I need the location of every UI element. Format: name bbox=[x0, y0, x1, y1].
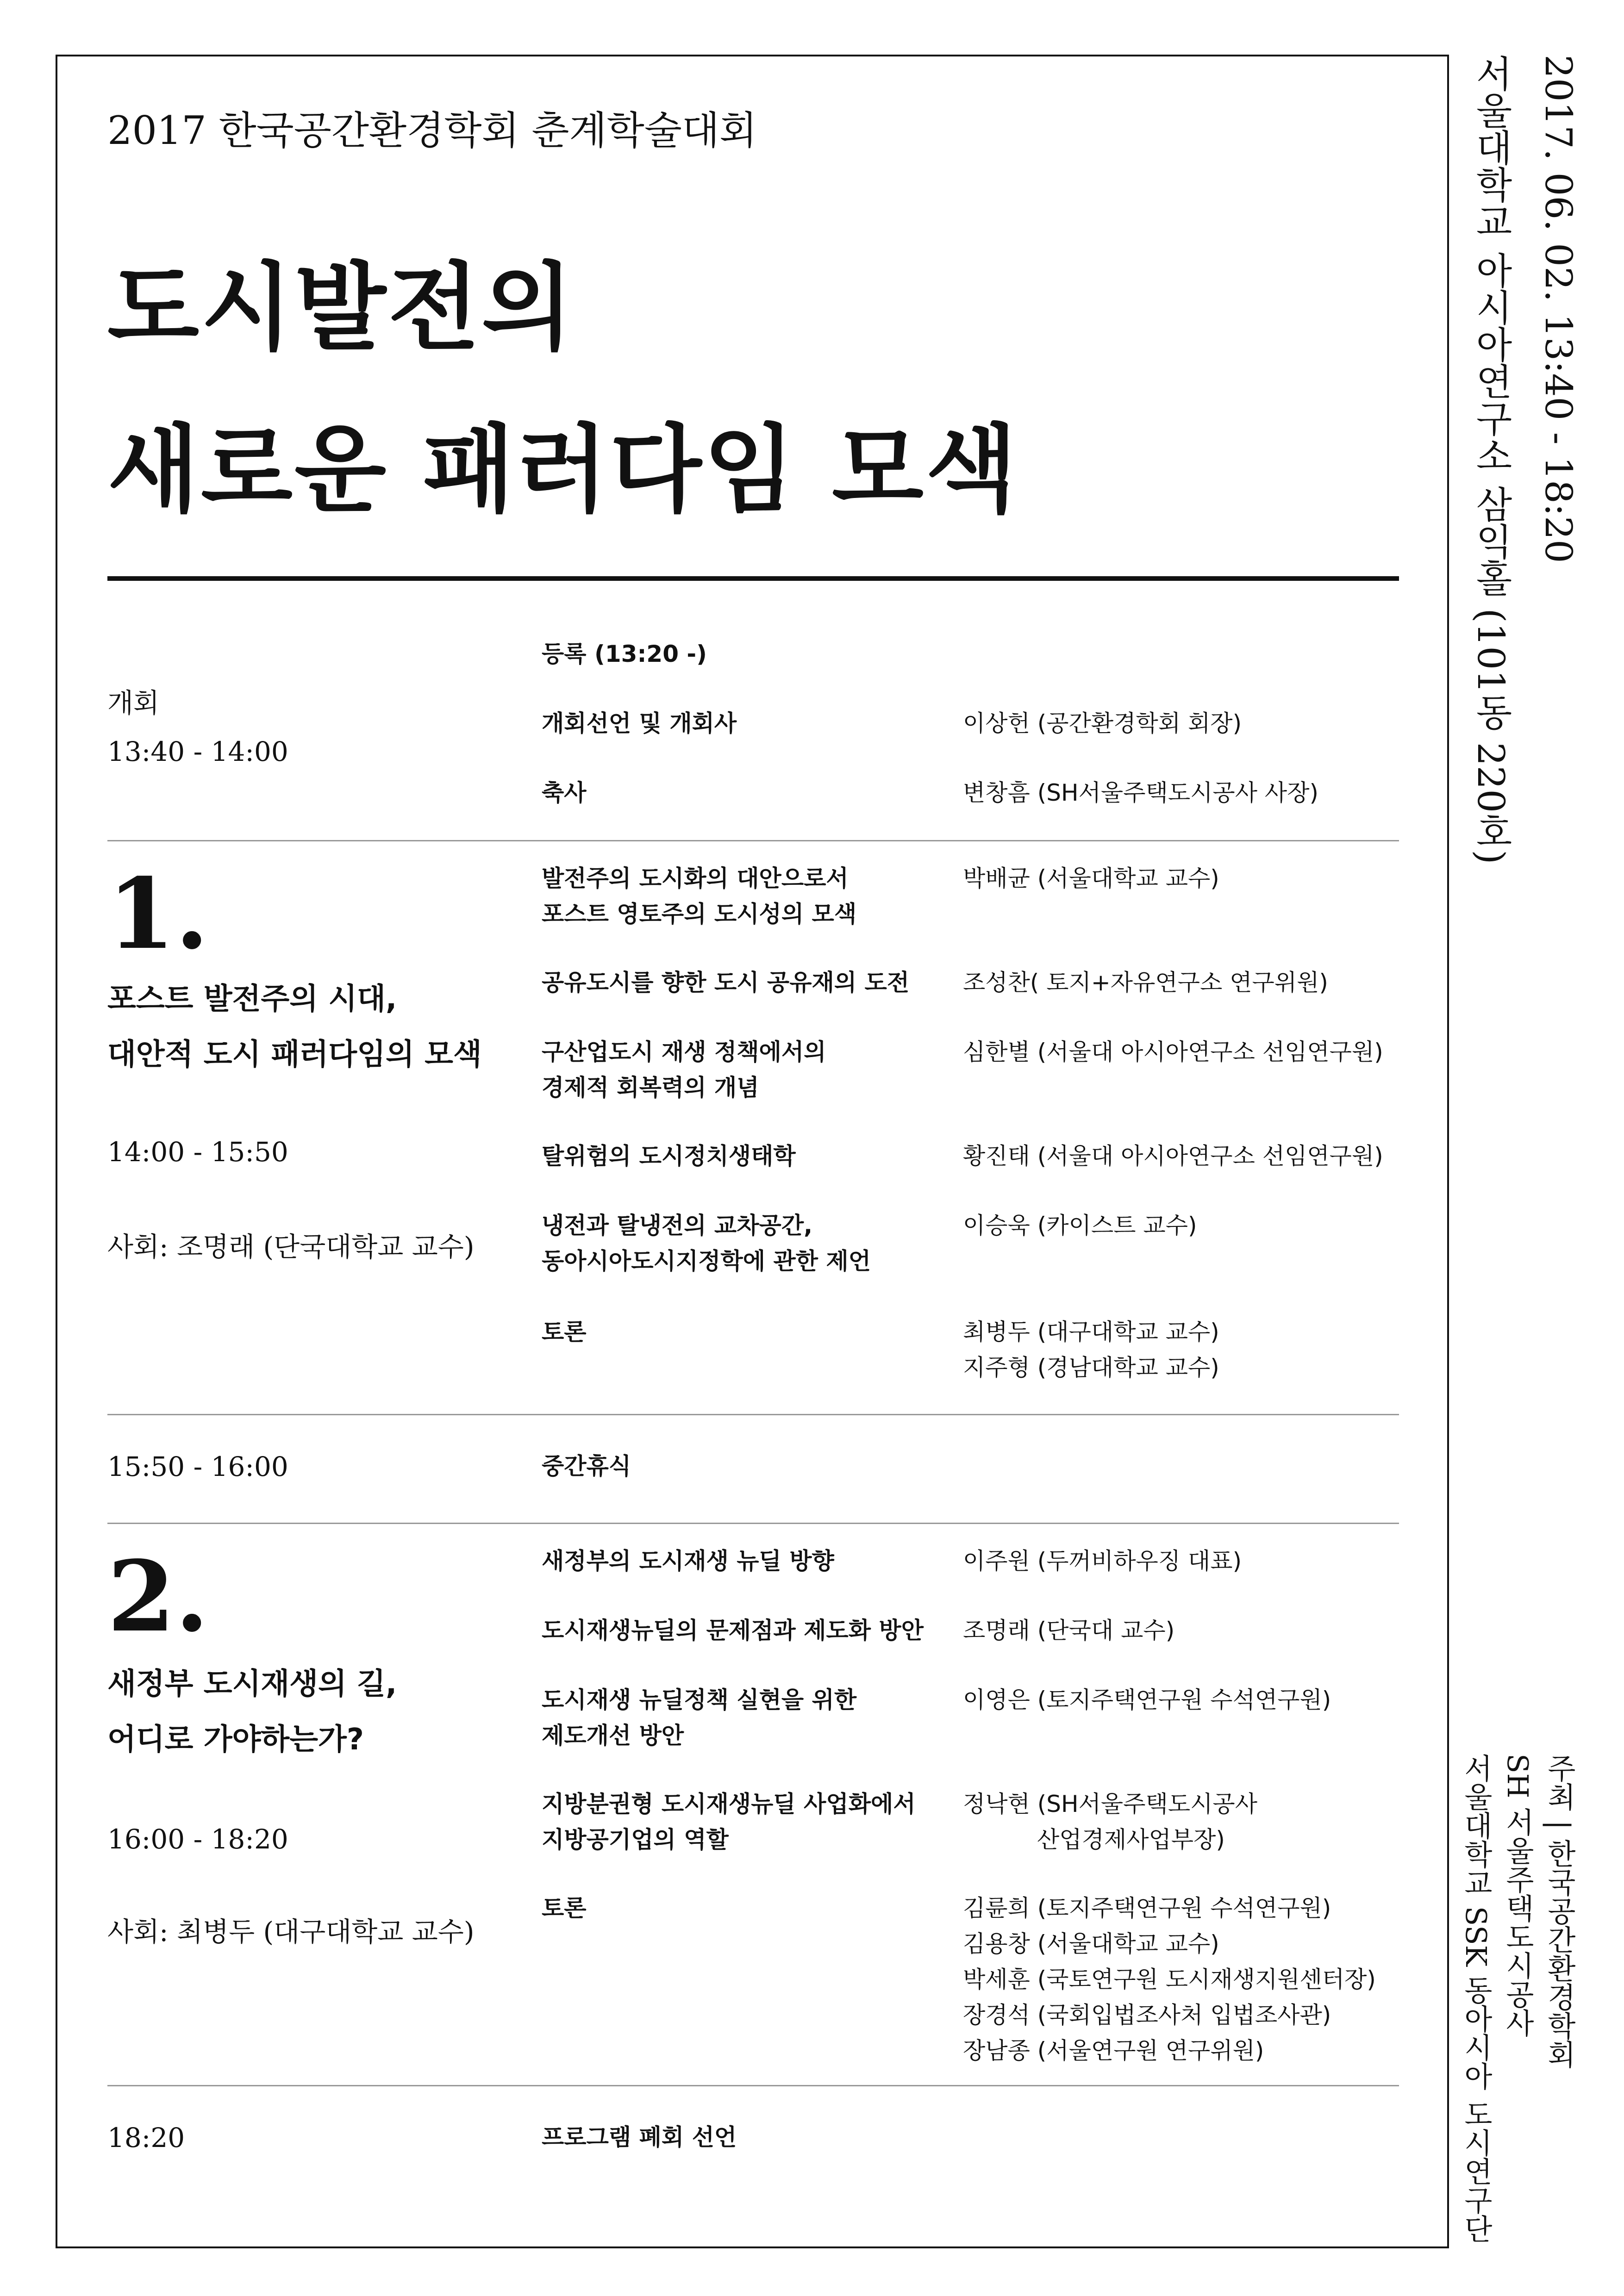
title-line-1: 도시발전의 bbox=[107, 253, 575, 363]
talk-title: 지방분권형 도시재생뉴딜 사업화에서 지방공기업의 역할 bbox=[542, 1791, 916, 1853]
session-number: 2. bbox=[107, 1539, 209, 1654]
event-date: 2017. 06. 02. 13:40 - 18:20 bbox=[1537, 55, 1580, 563]
section-divider bbox=[107, 1414, 1399, 1415]
session-time: 16:00 - 18:20 bbox=[107, 1823, 288, 1855]
talk-speaker: 심한별 (서울대 아시아연구소 선임연구원) bbox=[963, 1039, 1383, 1065]
session-title-line-1: 포스트 발전주의 시대, bbox=[107, 982, 397, 1016]
section-divider bbox=[107, 840, 1399, 841]
talk-speaker: 이주원 (두꺼비하우징 대표) bbox=[963, 1548, 1242, 1574]
opening-label: 개회 bbox=[107, 687, 160, 719]
talk-title: 탈위험의 도시정치생태학 bbox=[542, 1143, 796, 1170]
break-time: 15:50 - 16:00 bbox=[107, 1451, 288, 1482]
event-hosts: 주최 | 한국공간환경학회 SH 서울주택도시공사 서울대학교 SSK 동아시아 도시연구단 bbox=[1459, 1753, 1576, 2243]
opening-item-title: 개회선언 및 개회사 bbox=[542, 710, 737, 737]
talk-speaker: 박배균 (서울대학교 교수) bbox=[963, 865, 1219, 892]
talk-speaker: 조성찬( 토지+자유연구소 연구위원) bbox=[963, 969, 1328, 996]
opening-time: 13:40 - 14:00 bbox=[107, 736, 288, 767]
event-venue: 서울대학교 아시아연구소 삼익홀 (101동 220호) bbox=[1469, 55, 1512, 865]
title-divider bbox=[107, 576, 1399, 581]
session-title-line-2: 어디로 가야하는가? bbox=[107, 1723, 364, 1757]
talk-title: 도시재생뉴딜의 문제점과 제도화 방안 bbox=[542, 1617, 924, 1644]
session-title-line-1: 새정부 도시재생의 길, bbox=[107, 1667, 397, 1701]
talk-speaker: 조명래 (단국대 교수) bbox=[963, 1617, 1175, 1644]
talk-speaker: 정낙현 (SH서울주택도시공사 산업경제사업부장) bbox=[963, 1791, 1258, 1853]
discussion-panelists: 최병두 (대구대학교 교수) 지주형 (경남대학교 교수) bbox=[963, 1319, 1219, 1381]
opening-item-person: 변창흠 (SH서울주택도시공사 사장) bbox=[963, 779, 1319, 806]
break-label: 중간휴식 bbox=[542, 1453, 631, 1480]
title-line-2: 새로운 패러다임 모색 bbox=[107, 415, 1019, 525]
discussion-label: 토론 bbox=[542, 1895, 587, 1922]
opening-item-title: 축사 bbox=[542, 779, 587, 806]
session-moderator: 사회: 조명래 (단국대학교 교수) bbox=[107, 1231, 475, 1263]
talk-speaker: 이영은 (토지주택연구원 수석연구원) bbox=[963, 1686, 1331, 1713]
talk-title: 새정부의 도시재생 뉴딜 방향 bbox=[542, 1548, 834, 1574]
talk-title: 도시재생 뉴딜정책 실현을 위한 제도개선 방안 bbox=[542, 1686, 857, 1749]
session-title-line-2: 대안적 도시 패러다임의 모색 bbox=[107, 1038, 482, 1072]
opening-item-title: 등록 (13:20 -) bbox=[542, 641, 707, 667]
talk-speaker: 이승욱 (카이스트 교수) bbox=[963, 1212, 1197, 1239]
conference-subtitle: 2017 한국공간환경학회 춘계학술대회 bbox=[107, 108, 757, 153]
session-moderator: 사회: 최병두 (대구대학교 교수) bbox=[107, 1916, 475, 1948]
closing-label: 프로그램 폐회 선언 bbox=[542, 2124, 737, 2151]
talk-title: 발전주의 도시화의 대안으로서 포스트 영토주의 도시성의 모색 bbox=[542, 865, 857, 927]
session-time: 14:00 - 15:50 bbox=[107, 1136, 288, 1168]
talk-title: 공유도시를 향한 도시 공유재의 도전 bbox=[542, 969, 910, 996]
session-number: 1. bbox=[107, 857, 209, 971]
section-divider bbox=[107, 2085, 1399, 2086]
talk-speaker: 황진태 (서울대 아시아연구소 선임연구원) bbox=[963, 1143, 1383, 1170]
talk-title: 구산업도시 재생 정책에서의 경제적 회복력의 개념 bbox=[542, 1039, 826, 1101]
discussion-label: 토론 bbox=[542, 1319, 587, 1345]
closing-time: 18:20 bbox=[107, 2122, 185, 2153]
section-divider bbox=[107, 1523, 1399, 1524]
opening-item-person: 이상헌 (공간환경학회 회장) bbox=[963, 710, 1242, 737]
discussion-panelists: 김륜희 (토지주택연구원 수석연구원) 김용창 (서울대학교 교수) 박세훈 (국토연구원 도시재생지원센터장) 장경석 (국회입법조사처 입법조사관) 장남종 (서울연구원 연구위원) bbox=[963, 1895, 1376, 2064]
talk-title: 냉전과 탈냉전의 교차공간, 동아시아도시지정학에 관한 제언 bbox=[542, 1212, 871, 1275]
